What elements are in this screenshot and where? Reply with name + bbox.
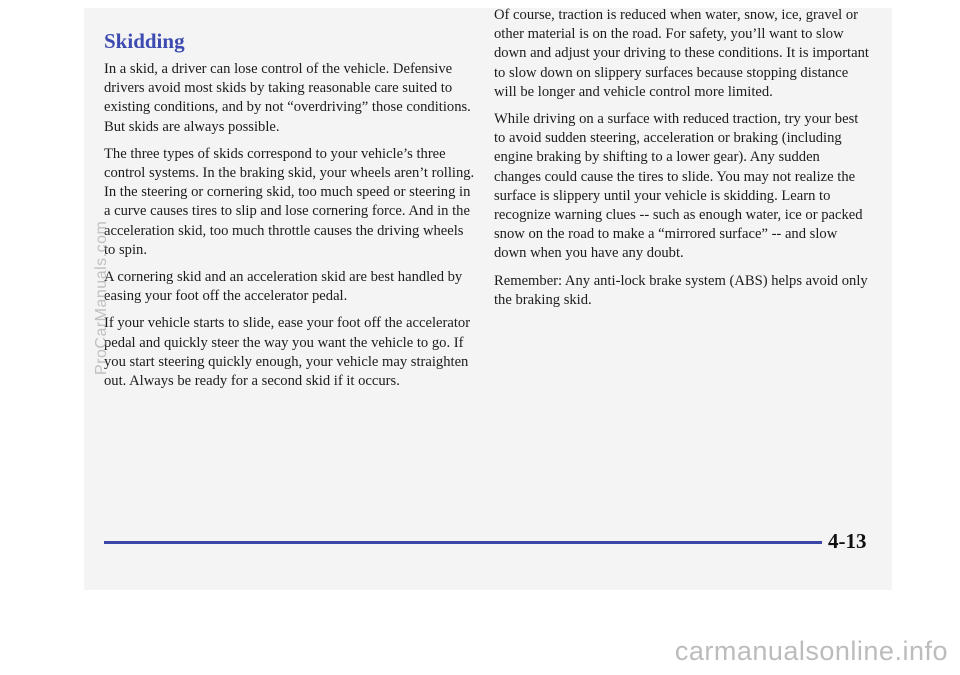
- bottom-watermark: carmanualsonline.info: [674, 636, 948, 666]
- paragraph: The three types of skids correspond to your vehicle’s three control systems. In the braking skid, your wheels aren’t rolling. In the steering or cornering skid, too much speed or steering in a curve causes tires to slip and lose cornering force. And in the acceleration skid, too much throttle causes the driving wheels to spin.: [104, 145, 475, 258]
- left-column: [104, 28, 476, 399]
- paragraph: A cornering skid and an acceleration skid are best handled by easing your foot off the accelerator pedal.: [104, 269, 463, 305]
- paragraph: In a skid, a driver can lose control of the vehicle. Defensive drivers avoid most skids by taking reasonable care suited to existing conditions, and by not “overdriving” those conditions. But skids are always possible.: [104, 61, 471, 135]
- paragraph: If your vehicle starts to slide, ease your foot off the accelerator pedal and quickly steer the way you want the vehicle to go. If you start steering quickly enough, your vehicle may straighten out. Always be ready for a second skid if it occurs.: [104, 315, 471, 390]
- section-heading: Skidding: [104, 29, 185, 53]
- right-column: [494, 6, 870, 318]
- footer-rule: [104, 541, 822, 544]
- paragraph: Remember: Any anti-lock brake system (ABS) helps avoid only the braking skid.: [494, 272, 868, 308]
- vertical-watermark: ProCarManuals.com: [93, 220, 110, 375]
- paragraph: While driving on a surface with reduced traction, try your best to avoid sudden steering, acceleration or braking (including engine braking by shifting to a lower gear). Any sudden changes could cause the tires to slide. You may not realize the surface is slippery until your vehicle is skidding. Learn to recognize warning clues -- such as enough water, ice or packed snow on the road to make a “mirrored surface” -- and slow down when you have any doubt.: [494, 111, 863, 262]
- page-number: 4-13: [828, 529, 867, 553]
- paragraph: Of course, traction is reduced when water, snow, ice, gravel or other material is on the road. For safety, you’ll want to slow down and adjust your driving to these conditions. It is important to slow down on slippery surfaces because stopping distance will be longer and vehicle control more limited.: [494, 7, 869, 100]
